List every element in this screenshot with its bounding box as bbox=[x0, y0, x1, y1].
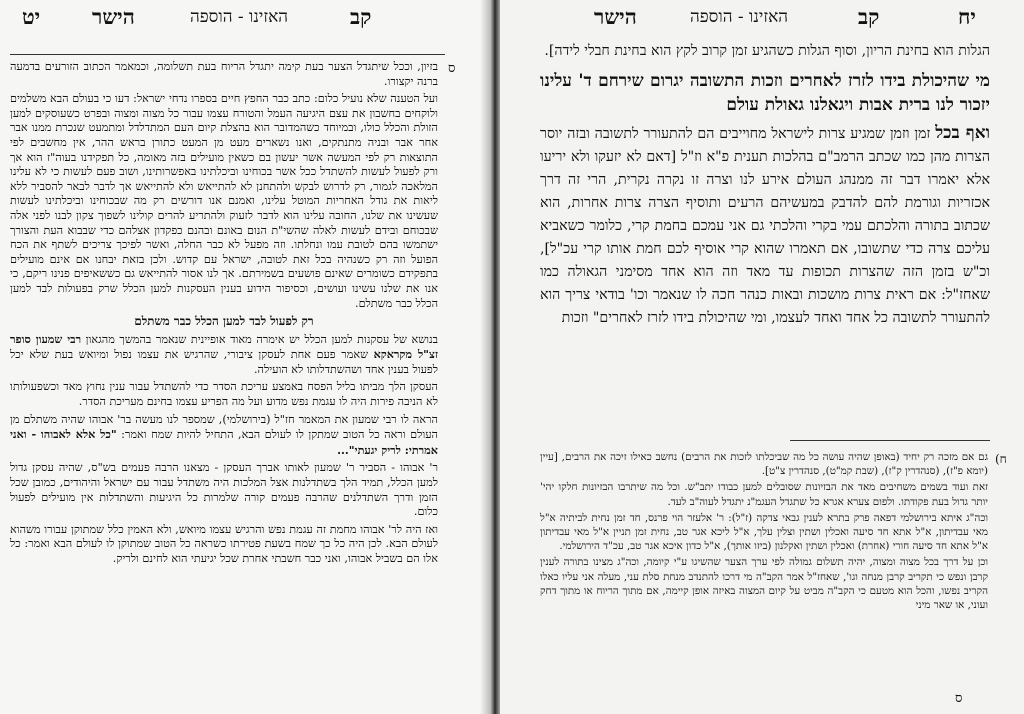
footnote-4: וכן על דרך בכל מצוה ומצוה, יהיה תשלום גמולה לפי ערך הצער שהשיגו ע"י קיומה, וכה"ג מצינו בתורה לענין קרבן ונפש כי תקריב קרבן מנחה וגו', שאחז"ל אמר הקב"ה מי דרכו להתנדב מנחת סלת עני, מעלה אני עליו כאלו הקריב נפשו, והכל הוא מטעם כי הקב"ה מביט על קיום המצוה באיזה אופן קיימה, אם מתוך הריוח או מתוך דחק ועוני, או שאר מיני bbox=[540, 556, 988, 612]
left-page-body bbox=[10, 60, 438, 567]
right-page-header bbox=[500, 4, 1024, 32]
left-page bbox=[0, 0, 488, 714]
left-subheading: רק לפעול לבד למען הכלל כבר משתלם bbox=[134, 314, 314, 329]
right-book-title: הישר bbox=[594, 4, 637, 29]
left-margin-marker: ס bbox=[448, 61, 456, 76]
right-para-2-lead: ואף בכל bbox=[935, 123, 990, 143]
right-para-2: ואף בכל זמן וזמן שמגיע צרות לישראל מחוייבים הם להתעורר לתשובה ובזה יוסר הצרות מהן כמו שכתב הרמב"ם בהלכות תענית פ"א וז"ל [דאם לא יזעקו ולא יריעו אלא יאמרו דבר זה ממנהג העולם אירע לנו וצרה זו נקרה נקרית, הרי זה דרך אכזריות וגורמת להם להדבק במעשיהם הרעים ותוסיף הצרה צרות אחרות, הוא שכתוב בתורה והלכתם עמי בקרי והלכתי גם אני עמכם בחמת קרי, כלומר כשאביא עליכם צרה כדי שתשובו, אם תאמרו שהוא קרי אוסיף לכם חמת אותו קרי עכ"ל], וכ"ש בזמן הזה שהצרות תכופות עד מאד וזה הוא אחד מסימני הגאולה כמו שאחז"ל: אם ראית צרות מושכות ובאות כנהר חכה לו שנאמר וכו' בודאי צריך הוא להתעורר לתשובה כל אחד ואחד לעצמו, ומי שהיכולת בידו לזרז לאחרים" וזכות bbox=[540, 123, 990, 326]
left-para-7: ואז היה לר' אבוהו מחמת זה עגמת נפש והרגיש עצמו מיואש, ולא האמין כלל שמתוקן עבורו משהוא לעולם הבא. לכן היה כל כך שמח בשעת פטירתו כשראה כל הטוב שמתוקן לו לעולם הבא ואמר: כל אלו הם בשביל אבוהו, ואני כבר חשבתי אחרת שכל יגיעתי הוא לחינם ולריק. bbox=[10, 522, 438, 565]
left-page-number: יט bbox=[22, 4, 41, 29]
left-book-title: הישר bbox=[92, 4, 135, 29]
left-para-2: ועל הטענה שלא נועיל כלום: כתב כבר החפץ חיים בספרו נדחי ישראל: דעו כי בעולם הבא משלמים ולוקחים בחשבון את עצם היגיעה העמל והטורח עצמו עבור כל מצוה ומצוה ובפרט כשעוסקים למען הזולת והכלל כולו, ובמיוחד כשהמדובר הוא בהצלת קיום העם המתדלדל ומתמעט שנכרת ממנו אבר אחר אבר ובניה מתנתקים, ואנו נשארים מעט מן המעט כתורן בראש ההר, אין מחשבים לפי התוצאות רק לפי המעשה אשר יעשון בם כשאין מועילים בזה מאומה, כל תפקידנו בעוה"ז הוא אך ורק לפעול לעשות להשתדל ככל אשר בכוחינו וביכלתינו באפשרותינו, ושוב פעם לעשות כי לא עלינו המלאכה לגמור, רק לדרוש לבקש ולהתחנן לא להתייאש ולא להתייאש אך לדבר לבאר להסביר ללא ליאות את גודל האחריות המוטל עלינו, ואמנם אנו דורשים רק מה שבכוחינו וביכלתינו לעשות שעשינו את שלנו, החובה עלינו הוא לדבר לזעוק ולהתריע להרים קולינו לשפוך צקון לבנו לפני אלה שבכוחם ובידם לעשות לאלה שהשי"ת הנום באונם ובהנם כפקדון אצלהם כדי שבבוא העת והצורך ישתמשו בהם לטובת עמו ונחלתו. וזה מפעל לא כבר החלה, ואשר לפיכך צריכים לשתף את הכח הפועל וזה רק כשנהיה בכל זאת לטובה, ישראל עם קדוש. ולכן בזאת יבחנו אם אינם מועילים בתפקידם כשומרים שאינם פושעים בשמירתם. אך לנו אסור להתייאש גם כששאיפים פנינו ריקם, כי אנו את שלנו עשינו ועושים, וכסיפור הידוע בענין העסקנות למען הכלל שרק בפעולות לבד למען הכלל כבר משתלם. bbox=[10, 92, 438, 310]
left-header-rule bbox=[10, 54, 445, 55]
footnote-rule bbox=[790, 440, 990, 441]
left-para-3: בנושא של עסקנות למען הכלל יש אימרה מאוד אופיינית שנאמר בהמשך מהגאון רבי שמעון סופר זצ"ל מקראקא שאמר פעם אחת לעסקן ציבורי, שהרגיש את עצמו נפול ומיואש בעת שלא יכל לפעול בענין אחד ושהשתדלותו לא הועילה. bbox=[10, 331, 439, 376]
right-para-1: הגלות הוא בחינת הריון, וסוף הגלות כשהגיע זמן קרוב לקץ הוא בחינת חבלי לידה]. bbox=[544, 43, 990, 59]
left-section-label: קב bbox=[350, 4, 372, 29]
right-footnotes bbox=[540, 450, 988, 612]
right-parsha-subtitle: האזינו - הוספה bbox=[690, 7, 789, 27]
rabbi-name: רבי שמעון סופר זצ"ל מקראקא bbox=[10, 331, 438, 362]
right-page-body bbox=[540, 40, 990, 330]
quote-bold: "כל אלא לאבוהו - ואני אמרתי: לריק יגעתי"... bbox=[10, 427, 438, 457]
right-page-number: יח bbox=[958, 4, 976, 29]
footnote-3: וכה"ג איתא בירושלמי דפאה פרק בתרא לענין גבאי צדקה (ז"ל): ר' אלעזר הוי פרנס, חד זמן נחית לביתיה א"ל מאי עבדיתון, א"ל אתא חד סיעה ואכלין ושתין וצלין עלך, א"ל ליכא אגר טב, נחית זמן תניין א"ל מאי עבדיתון א"ל אתא חד סיעה חורי (אחרת) ואכלין ושתין ואקלנון (ביזו אותך), א"ל כדון איכא אגר טב, עכ"ד הירושלמי. bbox=[540, 511, 988, 553]
left-para-6: ר' אבוהו - הסביר ר' שמעון לאותו אברך העסקן - מצאנו הרבה פעמים בש"ס, שהיה עסקן גדול למען הכלל, תמיד הלך בשתדלנות אצל המלכות היה משתדל עבור עם ישראל והיהודים, כמובן שכל הזמן ודרך השתדלנים שהרבה פעמים קורה שלמרות כל היגיעות והשתדלות אין מועילים לפעול כלום. bbox=[10, 461, 438, 519]
footnote-marker: ח) bbox=[995, 452, 1007, 466]
left-para-1: בזיון, וככל שיתגדל הצער בעת קימה יתגדל הריוח בעת תשלומה, וכמאמר הכתוב הזורעים בדמעה ברנה יקצורו. bbox=[10, 60, 438, 88]
left-parsha-subtitle: האזינו - הוספה bbox=[190, 7, 289, 27]
footnote-2: זאת ועוד בשמים משחיבים מאד את הבזיונות שסובלים למען כבודו יתב"ש. וכל מה שיתרבו הבזיונות חלקו יהי' יותר גדול בעת פקודתו. ולפום צערא אגרא כל שתגדל העגמ"נ יתגדל לעוה"ב לעד. bbox=[540, 481, 988, 508]
footnote-1: גם אם מזכה רק יחיד (באופן שהיה עושה כל מה שביכלתו לזכות את הרבים) נחשב כאילו זיכה את הרבים, [עיין (יומא פ"ז), (סנהדרין ק"ז), (שבת קמ"ט), סנהדרין צ"ט]. bbox=[540, 451, 988, 478]
right-section-label: קב bbox=[858, 4, 880, 29]
left-page-header bbox=[0, 4, 488, 32]
left-para-4: העסקן הלך מביתו בליל הפסח באמצע עריכת הסדר כדי להשתדל עבור ענין נחוץ מאד וכשפעולותו לא הניבה פירות היה לו עגמת נפש מדוע ועל מה הפריע עצמו בחינם מעריכת הסדר. bbox=[10, 380, 438, 409]
right-bottom-marker: ס bbox=[955, 691, 963, 706]
right-page bbox=[500, 0, 1024, 714]
right-heading: מי שהיכולת בידו לזרז לאחרים וזכות התשובה יגרום שירחם ד' עלינו יזכור לנו ברית אבות ויגאלנו גאולת עולם bbox=[540, 71, 990, 115]
left-para-5: הראה לו רבי שמעון את המאמר חז"ל (בירושלמי), שמספר לנו מעשה בר' אבוהו שהיה משתלם מן העולם וראה כל הטוב שמתקן לו לעולם הבא, התחיל להיות שמח ואמר: "כל אלא לאבוהו - ואני אמרתי: לריק יגעתי"... bbox=[10, 412, 438, 457]
